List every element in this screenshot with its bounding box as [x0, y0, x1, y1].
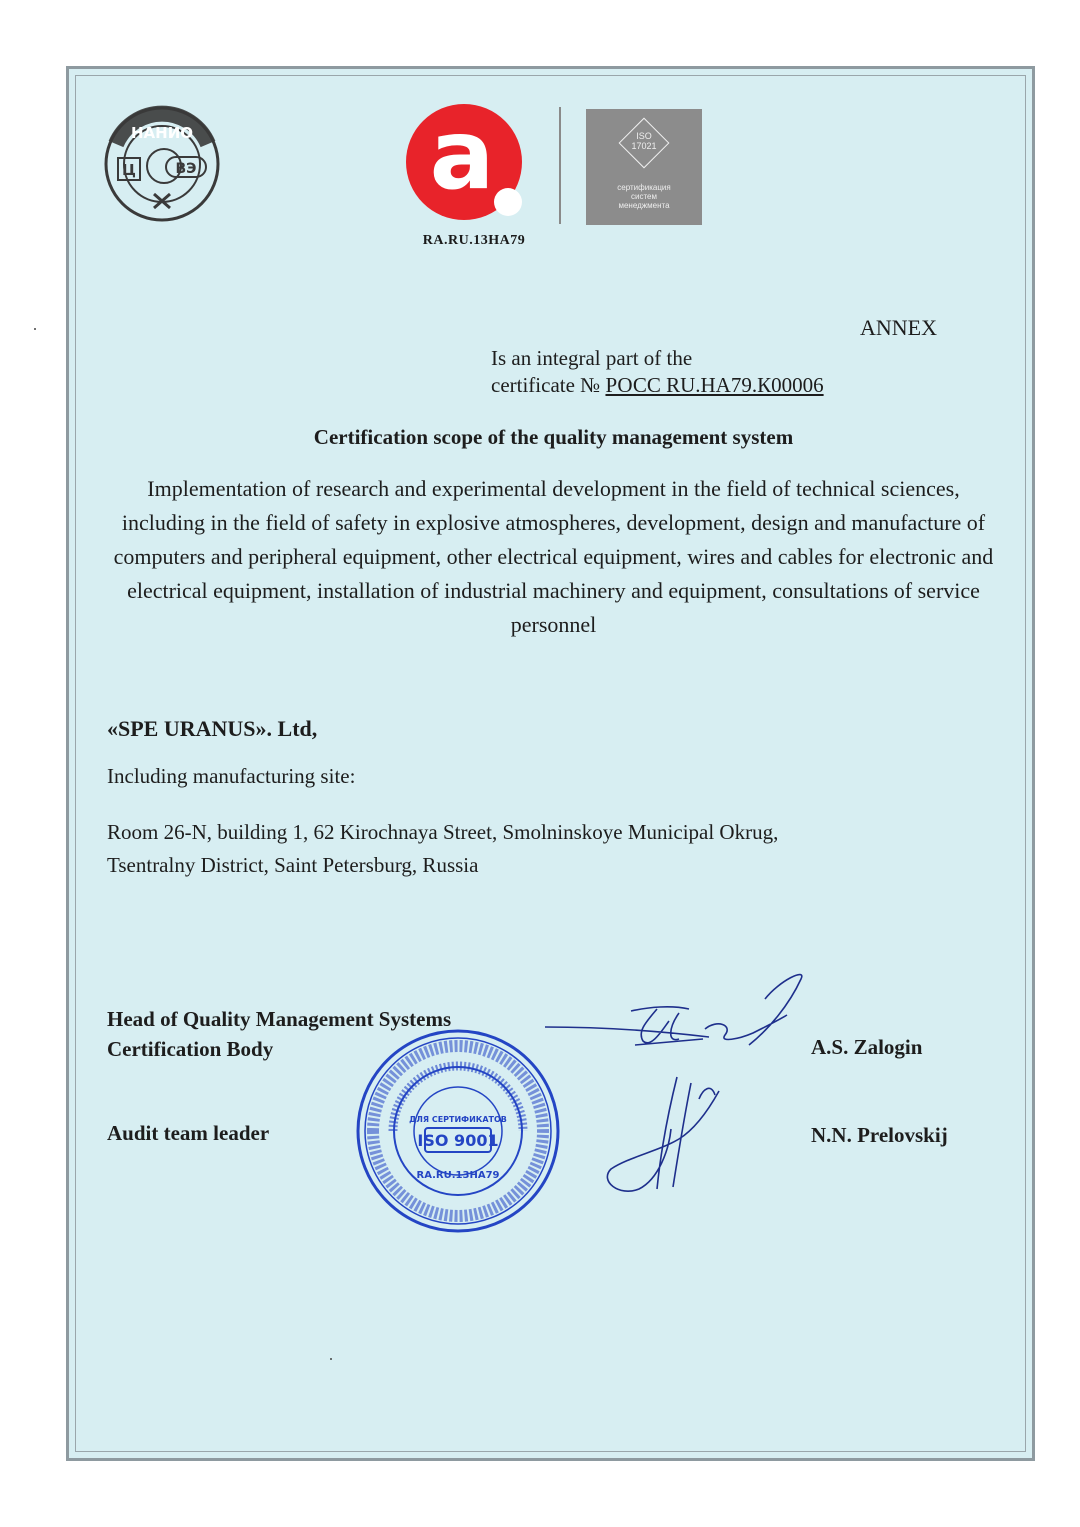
svg-text:НАНИО: НАНИО: [130, 124, 194, 142]
svg-text:Ц: Ц: [122, 161, 136, 179]
site-address: Room 26-N, building 1, 62 Kirochnaya Street, Smolninskoye Municipal Okrug, Tsentralny District, Saint Petersburg, Russia: [107, 820, 779, 877]
company-name: «SPE URANUS». Ltd,: [107, 716, 318, 741]
scope-text: Implementation of research and experimental development in the field of technical sciences, including in the field of safety in explosive atmospheres, development, design and manufacture of computers and peripheral equipment, other electrical equipment, wires and cables for electronic and electrical equipment, installation of industrial machinery and equipment, consultations of service personnel: [113, 476, 994, 637]
certification-body-stamp: [353, 1026, 563, 1236]
scan-speck: [330, 1358, 332, 1360]
integral-part-note: Is an integral part of the certificate № РОСС RU.НА79.К00006: [491, 346, 824, 397]
scan-speck: [34, 328, 36, 330]
signatory-name-auditor: N.N. Prelovskij: [811, 1123, 948, 1147]
svg-text:ВЭ: ВЭ: [175, 161, 197, 177]
site-label: Including manufacturing site:: [107, 764, 356, 788]
scope-title: Certification scope of the quality management system: [313, 425, 794, 449]
accreditation-logo: [404, 102, 526, 224]
logo-divider: [559, 107, 561, 224]
iso-badge-caption: сертификация систем менеджмента: [617, 183, 671, 210]
svg-text:ISO 9001: ISO 9001: [417, 1131, 499, 1150]
accreditation-code: RA.RU.13НА79: [422, 233, 526, 248]
iso-badge-number: ISO 17021: [631, 131, 657, 151]
signature-prelovskij: [599, 1069, 729, 1209]
annex-title: ANNEX: [860, 315, 937, 340]
svg-text:RA.RU.13НА79: RA.RU.13НА79: [416, 1170, 500, 1181]
signatory-role-auditor: Audit team leader: [107, 1121, 270, 1145]
signatory-role-head: Head of Quality Management Systems Certification Body: [107, 1007, 452, 1061]
svg-text:ДЛЯ СЕРТИФИКАТОВ: ДЛЯ СЕРТИФИКАТОВ: [409, 1115, 507, 1124]
signature-zalogin: [539, 969, 809, 1069]
certificate-number: РОСС RU.НА79.К00006: [605, 373, 824, 397]
svg-text:a: a: [429, 102, 495, 211]
certificate-annex-sheet: [66, 66, 1035, 1461]
iso-17021-badge: [586, 109, 702, 225]
signatory-name-head: A.S. Zalogin: [811, 1035, 923, 1059]
nanio-csve-logo: [102, 104, 222, 224]
